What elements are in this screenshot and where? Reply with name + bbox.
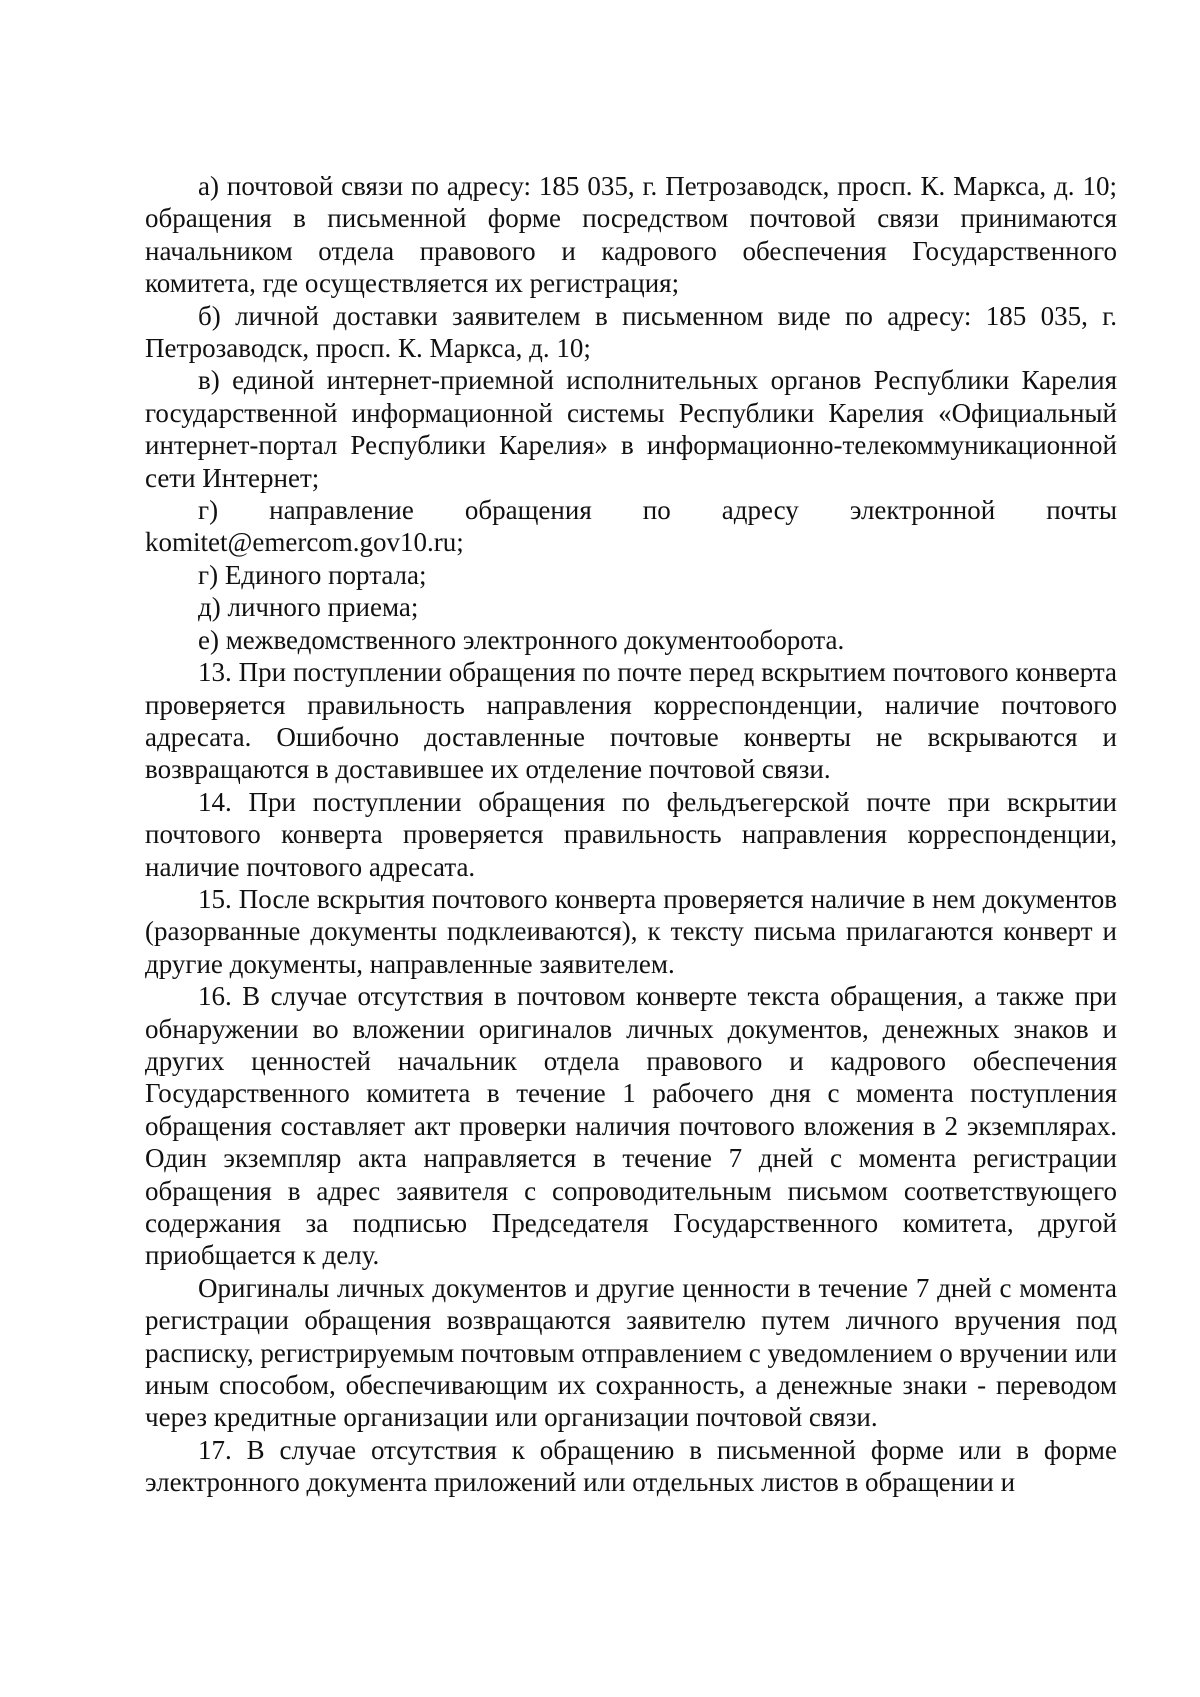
paragraph-originals-return: Оригиналы личных документов и другие ценности в течение 7 дней с момента регистрации обращения возвращаются заявителю путем личного вручения под расписку, регистрируемым почтовым отправлением с уведомлением о вручении или иным способом, обеспечивающим их сохранность, а денежные знаки - переводом через кредитные организации или организации почтовой связи. bbox=[145, 1272, 1117, 1433]
paragraph-item-16: 16. В случае отсутствия в почтовом конверте текста обращения, а также при обнаружении во вложении оригиналов личных документов, денежных знаков и других ценностей начальник отдела правового и кадрового обеспечения Государственного комитета в течение 1 рабочего дня с момента поступления обращения составляет акт проверки наличия почтового вложения в 2 экземплярах. Один экземпляр акта направляется в течение 7 дней с момента регистрации обращения в адрес заявителя с сопроводительным письмом соответствующего содержания за подписью Председателя Государственного комитета, другой приобщается к делу. bbox=[145, 981, 1117, 1271]
email-address-text: komitet@emercom.gov10.ru; bbox=[145, 527, 464, 558]
paragraph-postal-address: а) почтовой связи по адресу: 185 035, г. Петрозаводск, просп. К. Маркса, д. 10; обращения в письменной форме посредством почтовой связи принимаются начальником отдела правового и кадрового обеспечения Государственного комитета, где осуществляется их регистрация; bbox=[145, 171, 1117, 299]
paragraph-item-15: 15. После вскрытия почтового конверта проверяется наличие в нем документов (разорванные документы подклеиваются), к тексту письма прилагаются конверт и другие документы, направленные заявителем. bbox=[145, 883, 1117, 979]
paragraph-unified-portal: г) Единого портала; bbox=[198, 559, 427, 590]
paragraph-personal-reception: д) личного приема; bbox=[198, 592, 419, 623]
paragraph-item-17: 17. В случае отсутствия к обращению в письменной форме или в форме электронного документа приложений или отдельных листов в обращении и bbox=[145, 1434, 1117, 1498]
paragraph-internet-reception: в) единой интернет-приемной исполнительных органов Республики Карелия государственной информационной системы Республики Карелия «Официальный интернет-портал Республики Карелия» в информационно-телекоммуникационной сети Интернет; bbox=[145, 365, 1117, 493]
paragraph-item-14: 14. При поступлении обращения по фельдъегерской почте при вскрытии почтового конверта проверяется правильность направления корреспонденции, наличие почтового адресата. bbox=[145, 786, 1117, 882]
paragraph-personal-delivery: б) личной доставки заявителем в письменном виде по адресу: 185 035, г. Петрозаводск, просп. К. Маркса, д. 10; bbox=[145, 300, 1117, 364]
document-page bbox=[145, 170, 1117, 1499]
paragraph-email bbox=[145, 494, 1117, 559]
email-intro-text: г) направление обращения по адресу электронной почты bbox=[198, 495, 1117, 526]
paragraph-item-13: 13. При поступлении обращения по почте перед вскрытием почтового конверта проверяется правильность направления корреспонденции, наличие почтового адресата. Ошибочно доставленные почтовые конверты не вскрываются и возвращаются в доставившее их отделение почтовой связи. bbox=[145, 657, 1117, 785]
paragraph-interagency-edm: е) межведомственного электронного документооборота. bbox=[198, 624, 845, 655]
